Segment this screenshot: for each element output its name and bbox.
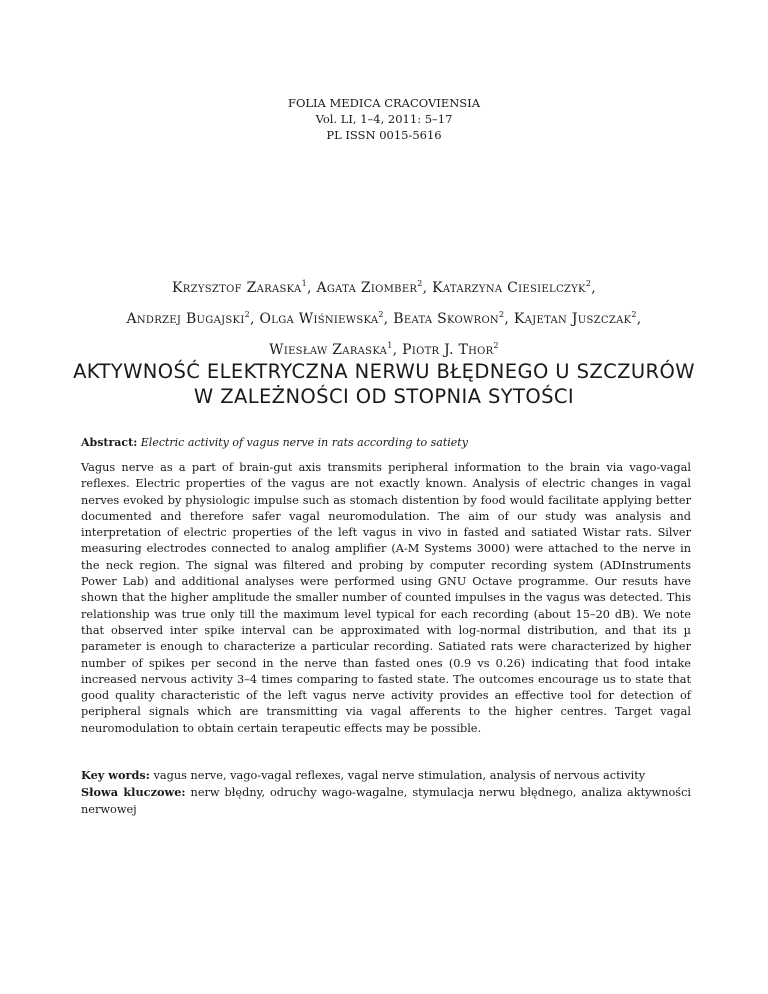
keywords-en: [81, 767, 691, 784]
keywords-pl-label: Słowa kluczowe:: [81, 785, 186, 800]
keywords-en-text: vagus nerve, vago-vagal reflexes, vagal nerve stimulation, analysis of nervous activity: [153, 769, 646, 782]
author: Wiesław Zaraska$^1$: [269, 341, 393, 358]
keywords-pl-text: nerw błędny, odruchy wago-wagalne, stymulacja nerwu błędnego, analiza aktywności nerwowej: [81, 786, 692, 816]
journal-header: [0, 95, 768, 143]
title-line: W ZALEŻNOŚCI OD STOPNIA SYTOŚCI: [193, 385, 575, 408]
author: Krzysztof Zaraska$^1$: [172, 279, 307, 296]
author: Katarzyna Ciesielczyk$^2$: [432, 279, 592, 296]
abstract-label: Abstract:: [81, 436, 138, 449]
title-line: AKTYWNOŚĆ ELEKTRYCZNA NERWU BŁĘDNEGO U SZCZURÓW: [73, 360, 695, 383]
keywords-section: [81, 767, 691, 818]
author: Kajetan Juszczak$^2$: [513, 310, 637, 327]
author: Olga Wiśniewska$^2$: [259, 310, 384, 327]
keywords-en-label: Key words:: [81, 768, 150, 782]
abstract-heading: [81, 435, 691, 451]
author-line: Krzysztof Zaraska$^1$, Agata Ziomber$^2$, Katarzyna Ciesielczyk$^2$,: [172, 279, 596, 296]
author: Andrzej Bugajski$^2$: [126, 310, 250, 327]
author-line: Wiesław Zaraska$^1$, Piotr J. Thor$^2$: [269, 341, 499, 358]
author-list: [0, 268, 768, 361]
journal-name: FOLIA MEDICA CRACOVIENSIA: [287, 96, 481, 110]
author: Piotr J. Thor$^2$: [402, 341, 499, 358]
keywords-pl: [81, 784, 691, 818]
journal-volume: Vol. LI, 1–4, 2011: 5–17: [315, 112, 453, 126]
author: Agata Ziomber$^2$: [316, 279, 423, 296]
author: Beata Skowron$^2$: [393, 310, 505, 327]
journal-issn: PL ISSN 0015-5616: [326, 128, 442, 142]
article-title: [0, 359, 768, 409]
abstract-english-title: Electric activity of vagus nerve in rats according to satiety: [140, 436, 468, 449]
author-line: Andrzej Bugajski$^2$, Olga Wiśniewska$^2$, Beata Skowron$^2$, Kajetan Juszczak$^2$,: [126, 310, 642, 327]
abstract-text: Vagus nerve as a part of brain-gut axis transmits peripheral information to the brain via vago-vagal reflexes. Electric properties of the vagus are not exactly known. Analysis of electric changes in vagal nerves evoked by physiologic impulse such as stomach distention by food would facilitate applying better documented and therefore safer vagal neuromodulation. The aim of our study was analysis and interpretation of electric properties of the left vagus in vivo in fasted and satiated Wistar rats. Silver measuring electrodes connected to analog amplifier (A-M Systems 3000) were attached to the nerve in the neck region. The signal was filtered and probing by computer recording system (ADInstruments Power Lab) and additional analyses were performed using GNU Octave programme. Our resuts have shown that the higher amplitude the smaller number of counted impulses in the vagus was detected. This relationship was true only till the maximum level typical for each recording (about 15–20 dB). We note that observed inter spike interval can be approximated with log-normal distribution, and that its µ parameter is enough to characterize a particular recording. Satiated rats were characterized by higher number of spikes per second in the nerve than fasted ones (0.9 vs 0.26) indicating that food intake increased nervous activity 3–4 times comparing to fasted state. The outcomes encourage us to state that good quality characteristic of the left vagus nerve activity provides an effective tool for detection of peripheral signals which are transmitting via vagal afferents to the higher centres. Target vagal neuromodulation to obtain certain terapeutic effects may be possible.: [81, 461, 691, 735]
